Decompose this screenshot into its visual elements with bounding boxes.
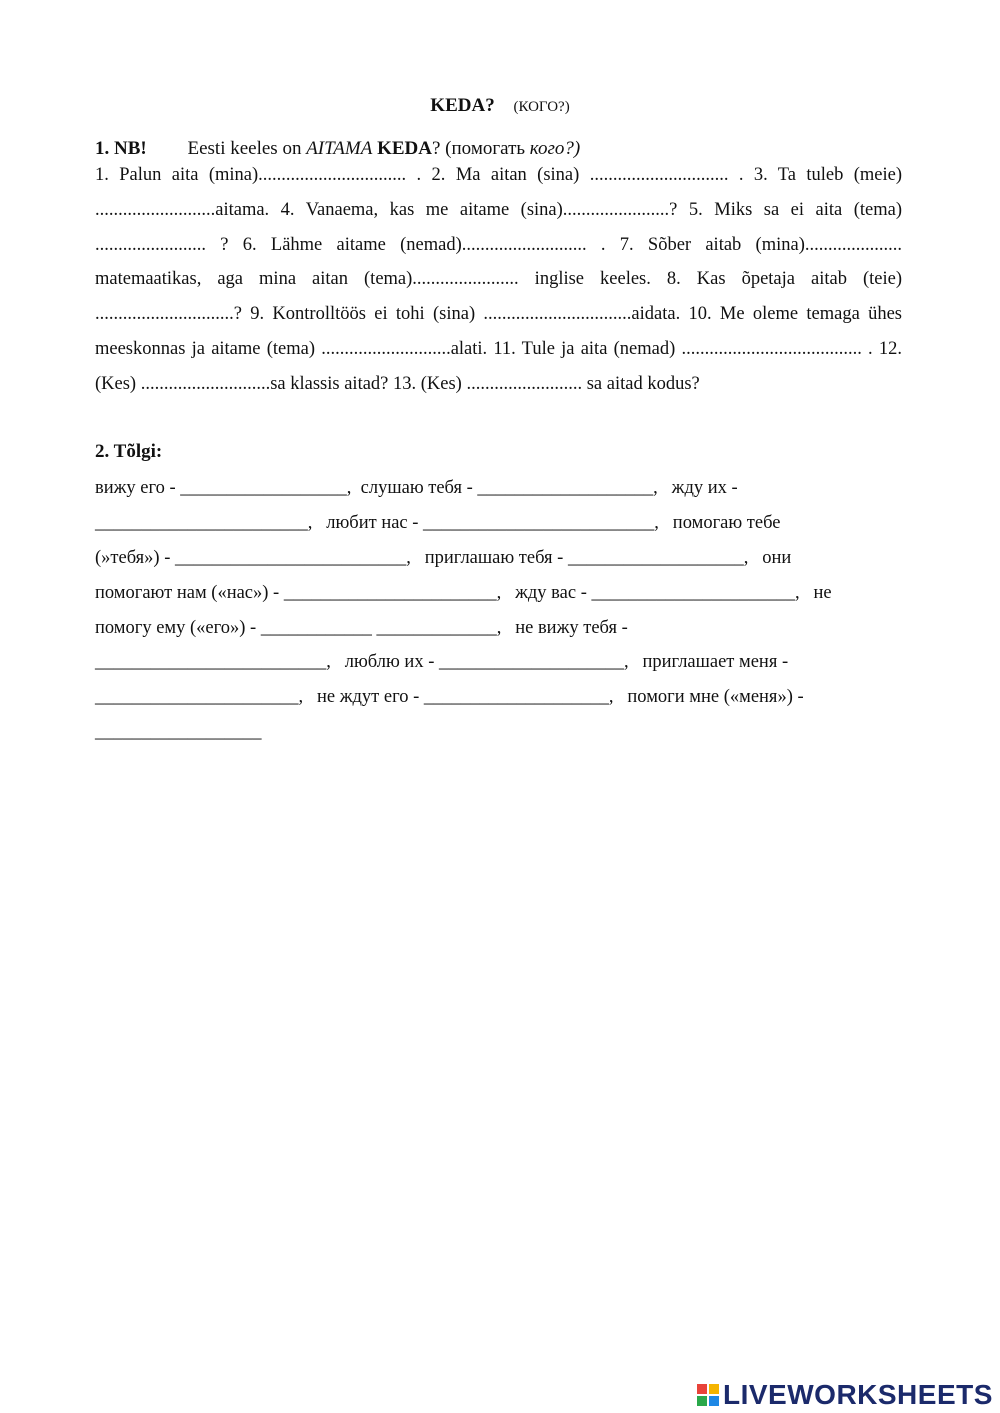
rule-part1: Eesti keeles on (187, 138, 307, 159)
worksheet-title (0, 95, 1000, 117)
liveworksheets-icon (697, 1384, 719, 1406)
rule-verb: AITAMA (306, 138, 373, 159)
rule-keda: KEDA (377, 138, 432, 159)
exercise1-text: 1. Palun aita (mina)................................ . 2. Ma aitan (sina) .............................. . 3. Ta tuleb (meie) ..........................aitama. 4. Vanaema, kas me aitame (sina).......................? 5. Miks sa ei aita (tema) ........................ ? 6. Lähme aitame (nemad)........................... . 7. Sõber aitab (mina)..................... matemaatikas, aga mina aitan (tema)....................... inglise keeles. 8. Kas õpetaja aitab (teie) ..............................? 9. Kontrolltöös ei tohi (sina) ................................aidata. 10. Me oleme temaga ühes meeskonnas ja aitame (tema) ............................alati. 11. Tule ja aita (nemad) ....................................... . 12.(Kes) ............................sa klassis aitad? 13. (Kes) ......................... sa aitad kodus? (95, 165, 902, 394)
rule-part3: ? (помогать (432, 138, 530, 159)
title-main: KEDA? (430, 95, 495, 116)
translation-line: вижу его - __________________, слушаю тебя - ___________________, жду их - (95, 478, 738, 498)
translation-line: (»тебя») - _________________________, приглашаю тебя - ___________________, они (95, 548, 792, 568)
title-sub: (КОГО?) (513, 99, 570, 115)
translation-line: __________________ (95, 722, 262, 742)
translation-line: помогают нам («нас») - _______________________, жду вас - ______________________, не (95, 583, 832, 603)
section1-heading (95, 138, 580, 160)
section1-rule (187, 138, 580, 159)
translation-line: _________________________, люблю их - ____________________, приглашает меня - (95, 652, 789, 672)
section2-heading: 2. Tõlgi: (95, 441, 163, 462)
liveworksheets-logo (697, 1378, 993, 1412)
brand-name: LIVEWORKSHEETS (723, 1379, 993, 1410)
translation-line: _______________________, любит нас - _________________________, помогаю тебе (95, 513, 781, 533)
rule-kogo: кого?) (529, 138, 581, 159)
section1-label: 1. NB! (95, 138, 147, 159)
translation-line: помогу ему («его») - ____________ _____________, не вижу тебя - (95, 618, 628, 638)
translation-line: ______________________, не ждут его - ____________________, помоги мне («меня») - (95, 687, 804, 707)
